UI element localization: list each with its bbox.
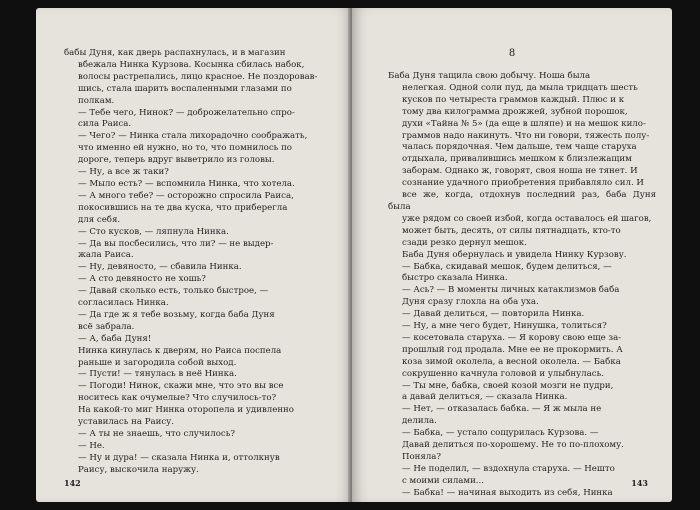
left-page [36, 8, 352, 502]
text-line: — косетовала старуха. — Я корову свою еще за- [402, 332, 622, 343]
text-line: — Не. [78, 440, 105, 451]
right-page-number: 143 [631, 478, 648, 488]
text-line: согласилась Нинка. [78, 298, 169, 309]
text-line: сознание удачного приобретения прибавляло сил. И [402, 178, 644, 189]
text-line: На какой-то миг Нинка оторопела и удивленно [78, 405, 294, 416]
text-line: кусков по четыреста граммов каждый. Плюс и к [402, 94, 625, 105]
text-line: — Да вы посбесились, что ли? — не выдер- [78, 238, 274, 249]
text-line: — Бабка! — начиная выходить из себя, Нинка [402, 487, 613, 498]
text-line: Нинка кинулась к дверям, но Раиса поспела [78, 345, 282, 356]
text-line: Давай делиться по-хорошему. Не то по-плохому. [402, 440, 624, 451]
text-line: что именно ей нужно, но то, что помнилось по [78, 143, 292, 154]
chapter-number: 8 [508, 48, 516, 59]
left-page-number: 142 [64, 478, 81, 488]
text-line: сокрушенно качнула головой и улыбнулась. [402, 368, 604, 379]
text-line: вбежала Нинка Курзова. Косынка сбилась набок, [78, 59, 305, 70]
text-line: Поняла? [402, 452, 442, 462]
text-line: сила Раиса. [78, 119, 132, 130]
text-line: волосы растрепались, лицо красное. Не поздоровав- [78, 71, 318, 82]
text-line: Дуня сразу глохла на оба уха. [402, 297, 539, 308]
right-page [352, 8, 672, 502]
text-line: — Мыло есть? — вспомнила Нинка, что хотела. [78, 178, 295, 189]
text-line: Баба Дуня обернулась и увидела Нинку Курзову. [402, 249, 627, 260]
text-line: — Да где ж я тебе возьму, когда баба Дуня [78, 309, 275, 320]
text-line: носитесь как очумелые? Что случилось-то? [78, 393, 277, 404]
text-line: тому два килограмма дрожжей, зубной порошок, [402, 106, 628, 117]
text-line: для себя. [78, 214, 121, 225]
text-line: — Тебе чего, Нинок? — доброжелательно спро- [78, 107, 295, 118]
text-line: жала Раиса. [78, 250, 134, 261]
text-line: покосившись на те два куска, что приберегла [78, 202, 288, 213]
text-line: — Ну, а мне чего будет, Нинушка, толиться? [402, 321, 607, 332]
text-line: всё забрала. [78, 321, 135, 332]
text-line: граммов надо накинуть. Что ни говори, тяжесть полу- [402, 130, 650, 141]
text-line: — А ты не знаешь, что случилось? [78, 429, 236, 439]
text-line: — А, баба Дуня! [78, 333, 152, 344]
text-line: уставилась на Раису. [78, 417, 174, 428]
text-line: — Ну и дура! — сказала Нинка и, оттолкнув [78, 452, 280, 463]
text-line: коза зимой околела, а весной околела. — Бабка [402, 356, 621, 367]
text-line: — Чего? — Нинка стала лихорадочно соображать, [78, 131, 308, 142]
text-line: — Бабка, — устало сощурилась Курзова. — [402, 428, 599, 439]
text-line: раньше и загородила собой выход. [78, 357, 237, 368]
text-line: уже рядом со своей избой, когда оставалось ей шагов, [402, 213, 652, 224]
right-page-text [388, 71, 656, 500]
text-line: — Нет, — отказалась бабка. — Я ж мыла не [402, 404, 602, 415]
text-line: а давай делиться, — сказала Нинка. [402, 392, 568, 403]
text-line: дороге, теперь вдруг выветрило из головы. [78, 155, 275, 166]
text-line: быстро сказала Нинка. [402, 273, 508, 284]
text-line: заборам. Однако ж, говорят, своя ноша не тянет. И [402, 166, 638, 177]
text-line: Раису, выскочила наружу. [78, 464, 199, 475]
text-line: сзади резко дернул мешок. [402, 237, 527, 248]
text-line: — Давай делиться, — повторила Нинка. [402, 309, 585, 320]
text-line: нелегкая. Одной соли пуд, да мыла тридцать шесть [402, 82, 638, 93]
text-line: — Ну, девяносто, — сбавила Нинка. [78, 262, 242, 273]
left-page-text [64, 48, 332, 477]
text-line: — Ась? — В моменты личных катаклизмов баба [402, 285, 620, 296]
text-line: — А много тебе? — осторожно спросила Раиса, [78, 190, 294, 201]
text-line: чалась порядочная. Чем дальше, тем чаще старуха [402, 142, 637, 153]
text-line: шись, стала шарить воспаленными глазами по [78, 83, 292, 94]
text-line: прошлый год продала. Мне ее не прокормить. А [402, 344, 623, 355]
text-line: бабы Дуня, как дверь распахнулась, и в магазин [64, 48, 286, 58]
text-line: все же, когда, отдохнув последний раз, баба Дуня была [388, 190, 656, 212]
text-line: — Ну, а все ж таки? [78, 167, 169, 178]
text-line: с моими силами... [402, 475, 485, 486]
text-line: — Сто кусков, — ляпнула Нинка. [78, 226, 229, 237]
text-line: отдыхала, привалившись мешком к близлежащим [402, 154, 632, 165]
text-line: делила. [402, 416, 437, 427]
text-line: — Давай сколько есть, только быстрое, — [78, 286, 269, 297]
text-line: может быть, десять, от силы пятнадцать, кто-то [402, 225, 621, 236]
text-line: полкам. [78, 95, 115, 106]
text-line: Баба Дуня тащила свою добычу. Ноша была [388, 71, 591, 81]
text-line: — Бабка, скидавай мешок, будем делиться, — [402, 261, 612, 272]
text-line: — Ты мне, бабка, своей козой мозги не пудри, [402, 380, 614, 391]
text-line: духи «Тайна № 5» (да еще в шляпе) и на мешок кило- [402, 118, 646, 129]
text-line: — Погоди! Нинок, скажи мне, что это вы все [78, 381, 284, 392]
text-line: — Пусти! — тянулась в неё Нинка. [78, 369, 237, 380]
text-line: — А сто девяносто не хошь? [78, 274, 206, 285]
text-line: — Не поделил, — вздохнула старуха. — Нешто [402, 463, 615, 474]
